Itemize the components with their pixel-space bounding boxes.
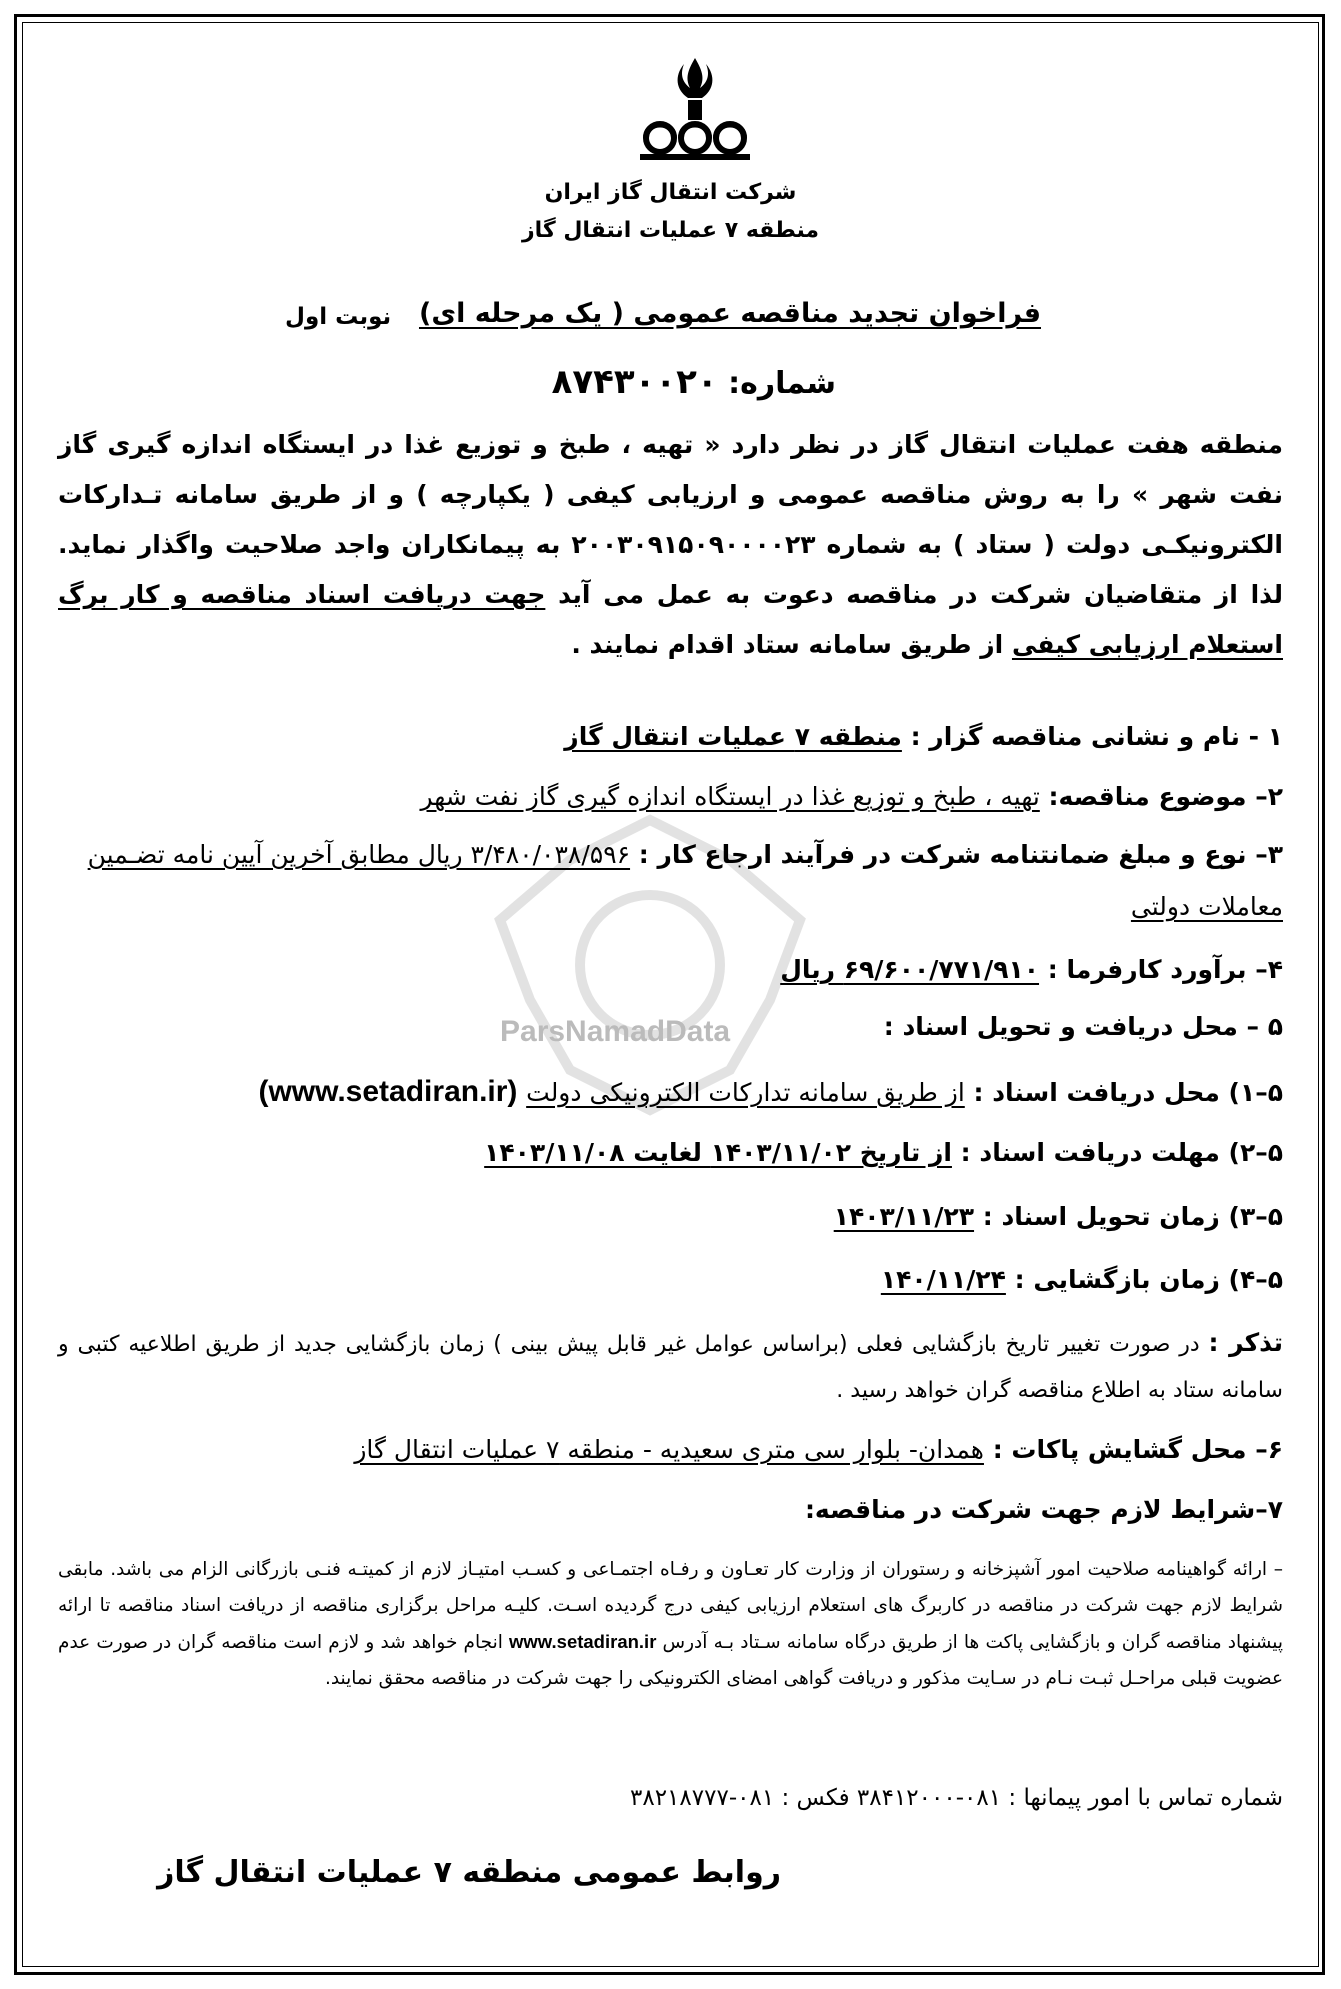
round-label: نوبت اول <box>285 304 392 330</box>
item-3-label: ۳– نوع و مبلغ ضمانتنامه شرکت در فرآیند ارجاع کار : <box>638 840 1283 869</box>
item-5-1-value: از طریق سامانه تدارکات الکترونیکی دولت <box>526 1078 965 1107</box>
item-7-label: ۷–شرایط لازم جهت شرکت در مناقصه: <box>804 1495 1283 1524</box>
item-4-label: ۴– برآورد کارفرما : <box>1047 955 1283 984</box>
item-2 <box>58 782 1283 811</box>
item-1 <box>58 722 1283 751</box>
item-6-label: ۶– محل گشایش پاکات : <box>992 1435 1283 1464</box>
note-label: تذکر : <box>1208 1328 1283 1357</box>
footer-signature: روابط عمومی منطقه ۷ عملیات انتقال گاز <box>157 1855 781 1890</box>
item-5-4-label: ۵–۴) زمان بازگشایی : <box>1014 1265 1283 1294</box>
item-5-3 <box>58 1202 1283 1231</box>
item-3-continued <box>58 892 1283 921</box>
item-6-value: همدان- بلوار سی متری سعیدیه - منطقه ۷ عملیات انتقال گاز <box>354 1435 984 1464</box>
watermark-brand: ParsNamadData <box>500 1015 731 1048</box>
item-1-value: منطقه ۷ عملیات انتقال گاز <box>564 722 902 751</box>
item-5-3-value: ۱۴۰۳/۱۱/۲۳ <box>833 1202 975 1231</box>
item-5-4-value: ۱۴۰/۱۱/۲۴ <box>880 1265 1006 1294</box>
contact-info: شماره تماس با امور پیمانها : ۰۸۱-۳۸۴۱۲۰۰۰ فکس : ۰۸۱-۳۸۲۱۸۷۷۷ <box>629 1785 1283 1811</box>
item-6 <box>58 1435 1283 1464</box>
region-name: منطقه ۷ عملیات انتقال گاز <box>521 218 820 243</box>
nigc-logo <box>630 50 760 170</box>
company-name: شرکت انتقال گاز ایران <box>544 180 797 205</box>
intro-underlined: جهت دریافت اسناد مناقصه و کار برگ استعلام ارزیابی کیفی <box>58 580 1283 659</box>
conditions-paragraph <box>58 1552 1283 1697</box>
item-4-value: ۶۹/۶۰۰/۷۷۱/۹۱۰ ریال <box>780 955 1040 984</box>
conditions-text: – ارائه گواهینامه صلاحیت امور آشپزخانه و رستوران از وزارت کار تعـاون و رفـاه اجتمـاعی و کسـب امتیـاز لازم از کمیتـه فنـی بازرگانی الزام می باشد. مابقی شرایط لازم جهت شرکت در مناقصه در کاربرگ های استعلام ارزیابی کیفی درج گردیده اسـت. کلیـه مراحل برگزاری مناقصه از دریافت اسناد مناقصه تا ارائه پیشنهاد مناقصه گران و بازگشایی پاکت ها از طریق درگاه سامانه سـتاد بـه آدرس <box>58 1559 1283 1653</box>
note-text: در صورت تغییر تاریخ بازگشایی فعلی (براساس عوامل غیر قابل پیش بینی ) زمان بازگشایی جدید از طریق اطلاعیه کتبی و سامانه ستاد به اطلاع مناقصه گران خواهد رسید . <box>58 1332 1283 1403</box>
item-5-1-url: (www.setadiran.ir) <box>258 1075 518 1108</box>
item-3 <box>58 840 1283 869</box>
item-5 <box>58 1012 1283 1041</box>
item-5-3-label: ۵–۳) زمان تحویل اسناد : <box>982 1202 1283 1231</box>
item-3-value: ۳/۴۸۰/۰۳۸/۵۹۶ ریال مطابق آخرین آیین نامه تضـمین <box>87 840 631 869</box>
item-2-value: تهیه ، طبخ و توزیع غذا در ایستگاه اندازه گیری گاز نفت شهر <box>420 782 1040 811</box>
item-5-2-label: ۵–۲) مهلت دریافت اسناد : <box>960 1138 1283 1167</box>
tender-number <box>552 362 836 402</box>
notice-title: فراخوان تجدید مناقصه عمومی ( یک مرحله ای) <box>418 298 1041 329</box>
tender-number-label: شماره: <box>728 366 836 401</box>
item-5-1-label: ۵–۱) محل دریافت اسناد : <box>973 1078 1283 1107</box>
item-1-label: ۱ - نام و نشانی مناقصه گزار : <box>910 722 1283 751</box>
conditions-url: www.setadiran.ir <box>509 1631 657 1652</box>
tender-number-value: ۸۷۴۳۰۰۲۰ <box>551 362 718 402</box>
item-5-4 <box>58 1265 1283 1294</box>
intro-text: منطقه هفت عملیات انتقال گاز در نظر دارد « تهیه ، طبخ و توزیع غذا در ایستگاه اندازه گیری گاز نفت شهر » را به روش مناقصه عمومی و ارزیابی کیفی ( یکپارچه ) و از طریق سامانه تـدارکات الکترونیکـی دولت ( ستاد ) به شماره ۲۰۰۳۰۹۱۵۰۹۰۰۰۰۲۳ به پیمانکاران واجد صلاحیت واگذار نماید. لذا از متقاضیان شرکت در مناقصه دعوت به عمل می آید <box>58 430 1283 609</box>
conditions-text-end: انجام خواهد شد و لازم است مناقصه گران در صورت عدم عضویت قبلی مراحـل ثبـت نـام در سـایت مذکور و دریافت گواهی امضای الکترونیکی را جهت شرکت در مناقصه محقق نمایند. <box>58 1632 1283 1689</box>
item-5-2 <box>58 1138 1283 1167</box>
item-5-1 <box>42 1075 1283 1109</box>
item-3-cont: معاملات دولتی <box>1130 892 1283 921</box>
item-5-2-value: از تاریخ ۱۴۰۳/۱۱/۰۲ لغایت ۱۴۰۳/۱۱/۰۸ <box>484 1138 952 1167</box>
item-2-label: ۲– موضوع مناقصه: <box>1048 782 1283 811</box>
intro-end: از طریق سامانه ستاد اقدام نمایند . <box>571 630 1004 659</box>
intro-paragraph <box>58 420 1283 670</box>
item-4 <box>58 955 1283 984</box>
item-5-label: ۵ – محل دریافت و تحویل اسناد : <box>883 1012 1283 1041</box>
note-paragraph <box>58 1320 1283 1414</box>
item-7 <box>58 1495 1283 1524</box>
